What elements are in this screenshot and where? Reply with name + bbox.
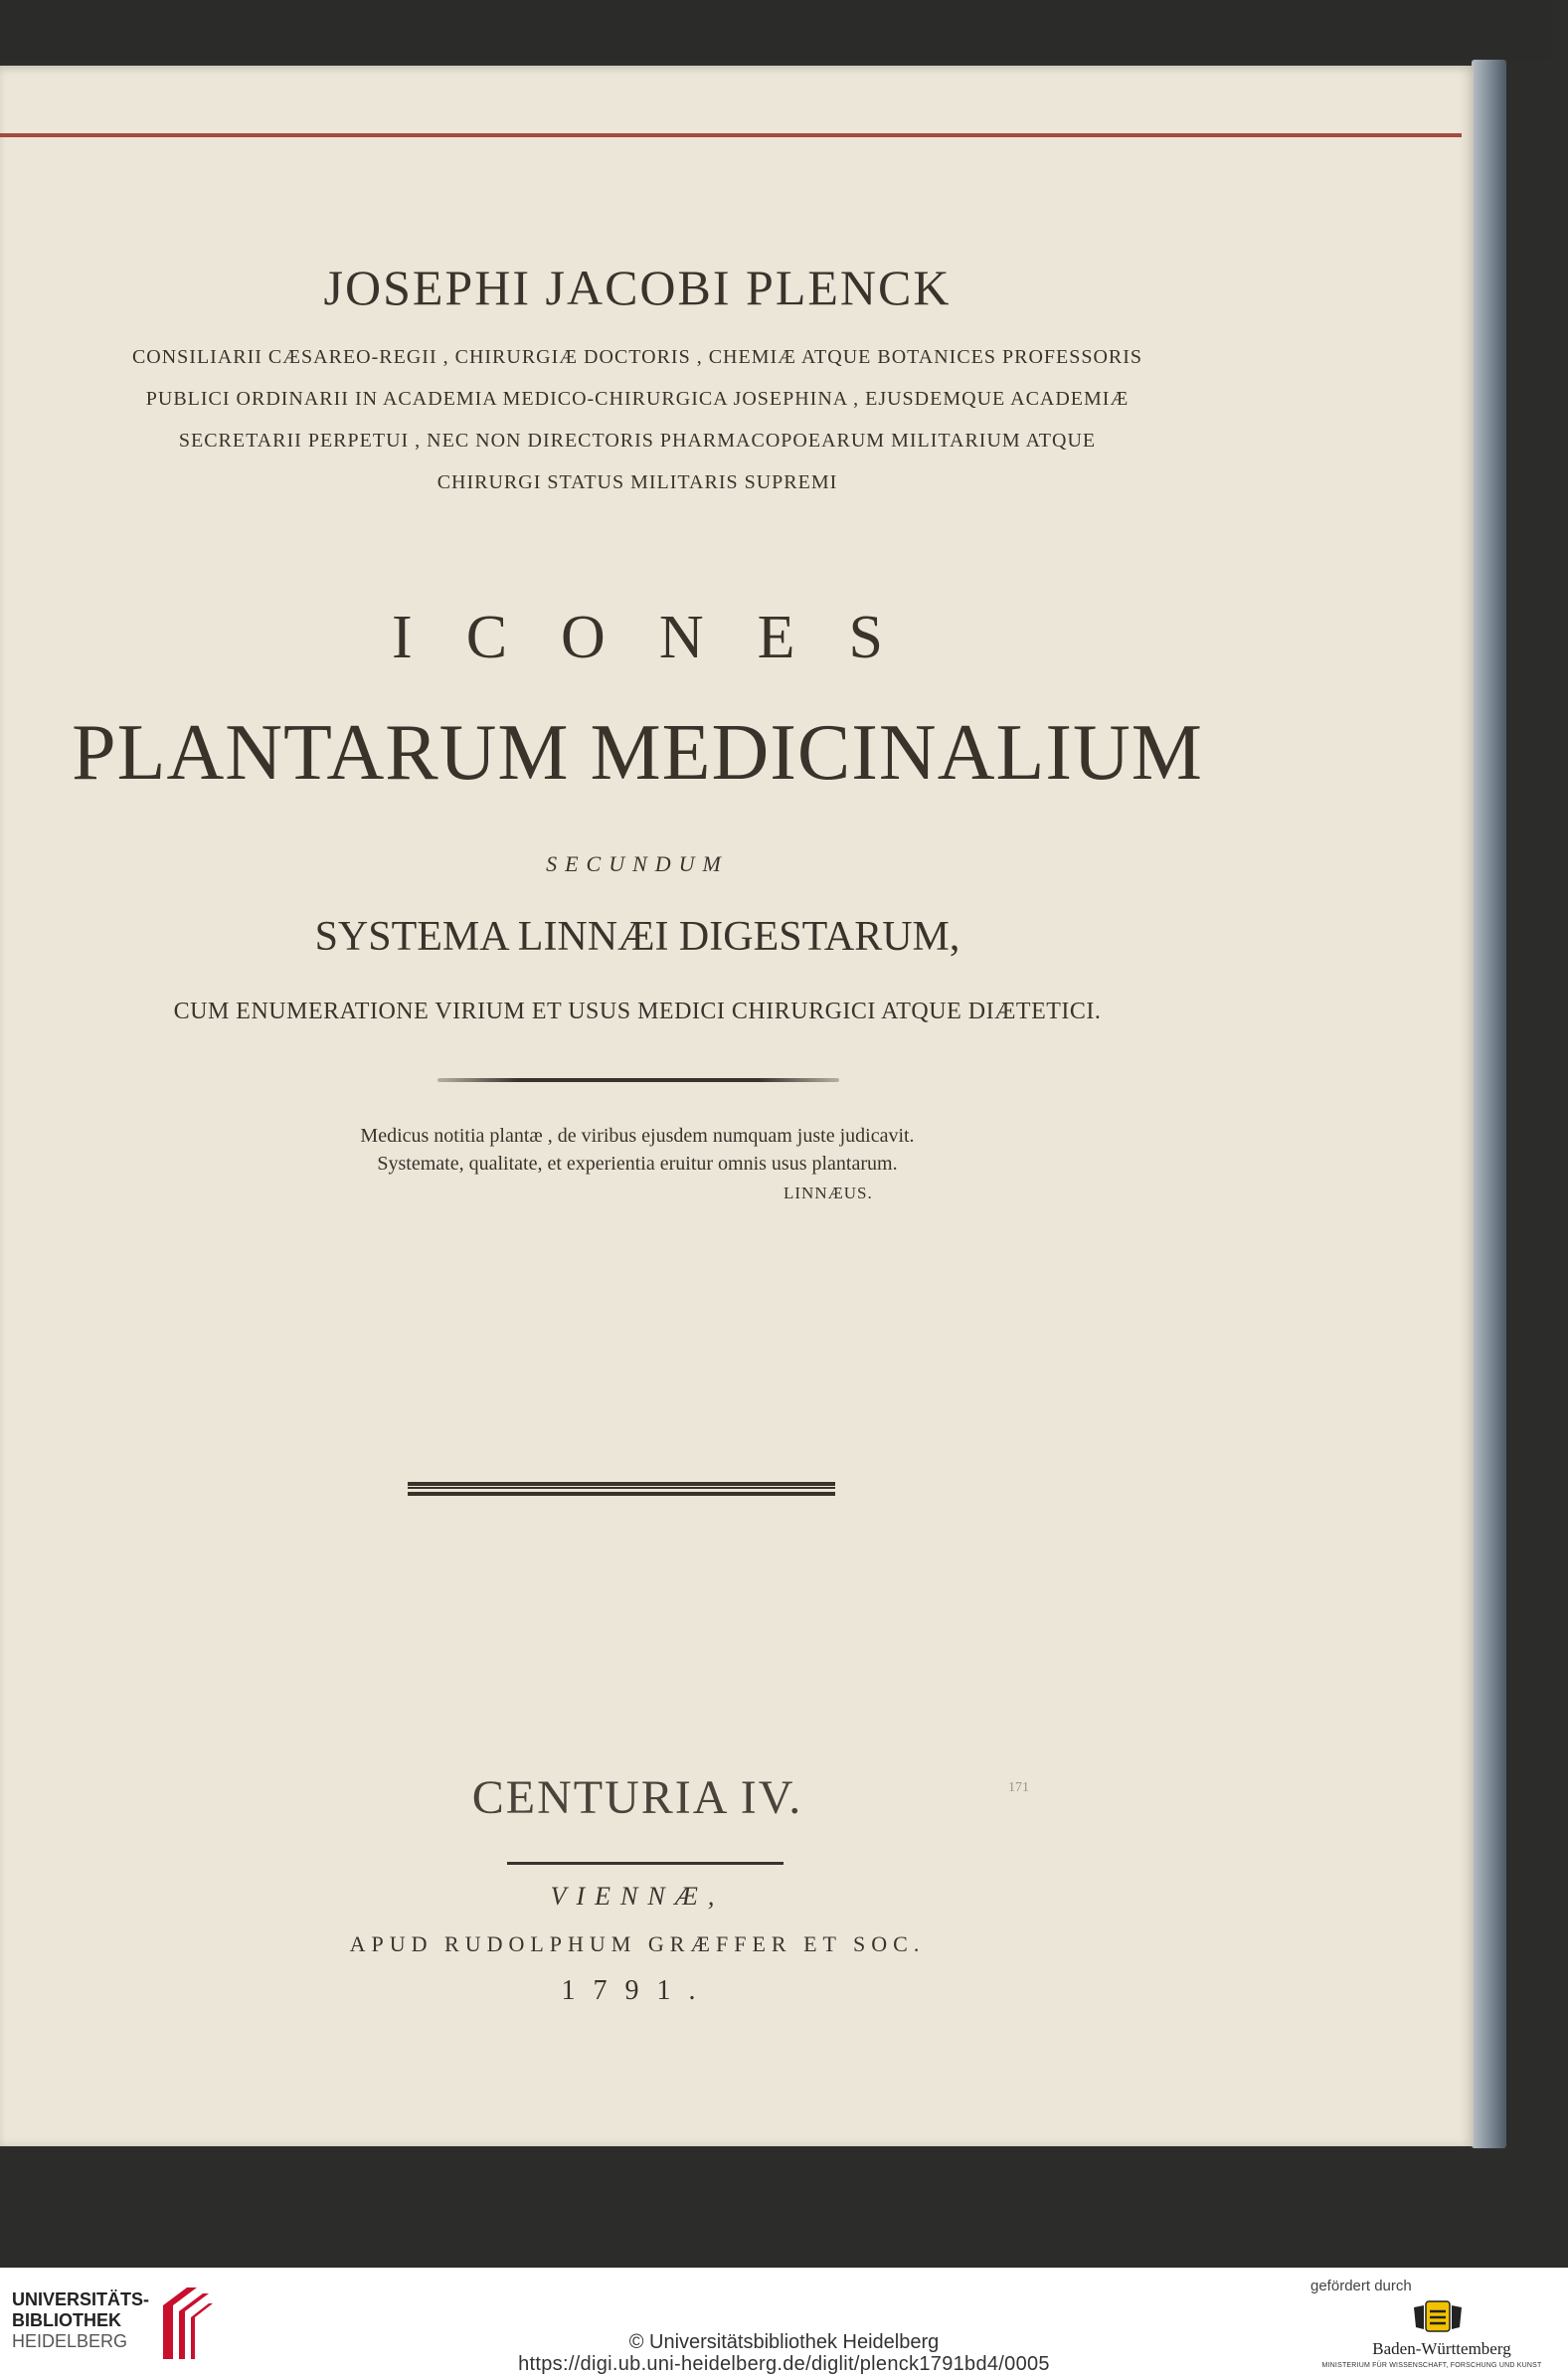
author-credentials xyxy=(0,336,1275,503)
author-name: JOSEPHI JACOBI PLENCK xyxy=(323,260,952,315)
pencil-note: 171 xyxy=(1008,1780,1029,1795)
credentials-line: CHIRURGI STATUS MILITARIS SUPREMI xyxy=(436,471,838,493)
systema-text: SYSTEMA LINNÆI DIGESTARUM, xyxy=(314,914,960,960)
library-logo-line: BIBLIOTHEK xyxy=(12,2310,121,2330)
permalink-url[interactable]: https://digi.ub.uni-heidelberg.de/diglit/plenck1791bd4/0005 xyxy=(518,2353,1050,2375)
funded-by-text: gefördert durch xyxy=(1310,2278,1412,2294)
title-page xyxy=(0,66,1474,2146)
library-logo-line: UNIVERSITÄTS- xyxy=(12,2289,150,2309)
double-rule xyxy=(408,1482,835,1496)
ornamental-rule xyxy=(437,1078,839,1082)
motto-line: Medicus notitia plantæ , de viribus ejusdem numquam juste judicavit. xyxy=(360,1125,915,1147)
subtitle-text: CUM ENUMERATIONE VIRIUM ET USUS MEDICI CHIRURGICI ATQUE DIÆTETICI. xyxy=(173,999,1102,1024)
credentials-line: CONSILIARII CÆSAREO-REGII , CHIRURGIÆ DOCTORIS , CHEMIÆ ATQUE BOTANICES PROFESSORIS xyxy=(131,346,1143,368)
place-text: VIENNÆ, xyxy=(550,1882,725,1911)
funder-name: Baden-Württemberg xyxy=(1372,2339,1511,2358)
motto-line: Systemate, qualitate, et experientia eruitur omnis usus plantarum. xyxy=(377,1153,898,1175)
volume-text: CENTURIA IV. xyxy=(471,1771,803,1824)
year-text: 1791. xyxy=(561,1975,714,2006)
library-logo-line: HEIDELBERG xyxy=(12,2331,128,2351)
book-edge xyxy=(1472,60,1506,2148)
imprint-rule xyxy=(507,1862,784,1865)
baden-wuerttemberg-crest-icon xyxy=(1410,2299,1466,2335)
motto xyxy=(0,1122,1275,1202)
title-icones: ICONES xyxy=(392,604,937,671)
page-top-edge xyxy=(0,133,1462,137)
title-plantarum: PLANTARUM MEDICINALIUM xyxy=(72,709,1203,797)
funder-ministry: MINISTERIUM FÜR WISSENSCHAFT, FORSCHUNG UND KUNST xyxy=(1321,2362,1542,2369)
secundum-text: SECUNDUM xyxy=(546,851,729,876)
credentials-line: SECRETARII PERPETUI , NEC NON DIRECTORIS PHARMACOPOEARUM MILITARIUM ATQUE xyxy=(178,430,1097,452)
copyright-text: © Universitätsbibliothek Heidelberg xyxy=(628,2331,940,2353)
credentials-line: PUBLICI ORDINARII IN ACADEMIA MEDICO-CHIRURGICA JOSEPHINA , EJUSDEMQUE ACADEMIÆ xyxy=(145,388,1130,410)
scan-top-strip xyxy=(0,0,1551,60)
motto-author: LINNÆUS. xyxy=(784,1184,873,1202)
viewer-footer xyxy=(0,2268,1568,2378)
publisher-text: APUD RUDOLPHUM GRÆFFER ET SOC. xyxy=(349,1931,926,1956)
